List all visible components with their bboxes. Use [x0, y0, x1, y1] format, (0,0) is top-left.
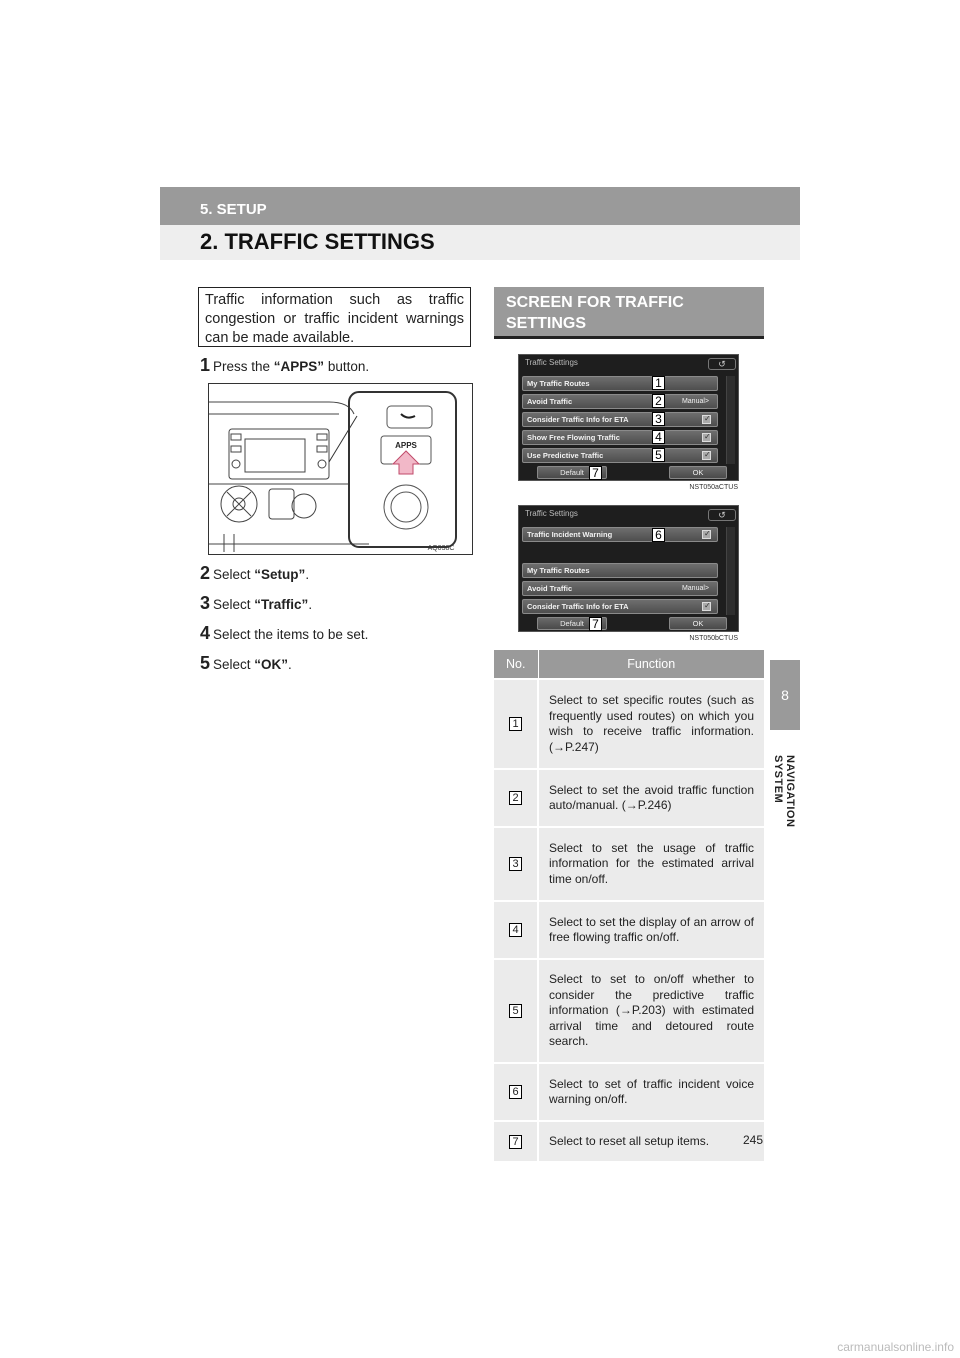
- scrollbar[interactable]: [726, 376, 735, 464]
- intro-box: Traffic information such as traffic congestion or traffic incident warnings can be made available.: [198, 287, 471, 347]
- screen-code: NST050bCTUS: [689, 635, 738, 642]
- checkbox-icon[interactable]: [702, 602, 711, 611]
- section-header-bar: [160, 187, 800, 225]
- row-my-traffic-routes[interactable]: My Traffic Routes: [522, 563, 718, 578]
- default-button[interactable]: Default: [537, 466, 607, 479]
- callout-5: 5: [509, 1004, 522, 1018]
- chapter-number: 8: [781, 687, 789, 703]
- callout-7: 7: [509, 1135, 522, 1149]
- checkbox-icon[interactable]: [702, 451, 711, 460]
- step-3: 3 Select “Traffic”.: [200, 593, 313, 613]
- function-text: Select to set of traffic incident voice warning on/off.: [538, 1063, 764, 1121]
- callout-5: 5: [652, 448, 665, 462]
- row-show-free-flowing[interactable]: Show Free Flowing Traffic ✓: [522, 430, 718, 445]
- callout-1: 1: [509, 717, 522, 731]
- screen-code: NST050aCTUS: [689, 484, 738, 491]
- callout-3: 3: [509, 857, 522, 871]
- press-arrow-icon: [393, 451, 419, 474]
- function-text: Select to set the usage of traffic information for the estimated arrival time on/off.: [538, 827, 764, 901]
- back-icon[interactable]: ↺: [708, 358, 736, 370]
- row-consider-traffic-eta[interactable]: Consider Traffic Info for ETA ✓: [522, 412, 718, 427]
- screen-title: Traffic Settings: [525, 509, 578, 518]
- scrollbar[interactable]: [726, 527, 735, 615]
- table-row: [494, 827, 764, 901]
- step-4: 4 Select the items to be set.: [200, 623, 369, 643]
- step-1: 1 Press the “APPS” button.: [200, 355, 370, 375]
- default-button[interactable]: Default: [537, 617, 607, 630]
- screen-title: Traffic Settings: [525, 358, 578, 367]
- section-label: 5. SETUP: [200, 201, 267, 218]
- callout-1: 1: [652, 376, 665, 390]
- table-row: [494, 1063, 764, 1121]
- table-row: [494, 959, 764, 1063]
- callout-2: 2: [509, 791, 522, 805]
- step-5: 5 Select “OK”.: [200, 653, 292, 673]
- traffic-settings-screen-2: [518, 505, 739, 642]
- figure-code: AQ038C: [427, 545, 455, 552]
- row-avoid-traffic[interactable]: Avoid Traffic Manual>: [522, 581, 718, 596]
- ok-button[interactable]: OK: [669, 466, 727, 479]
- row-traffic-incident-warning[interactable]: Traffic Incident Warning ✓: [522, 527, 718, 542]
- chapter-name: NAVIGATION SYSTEM: [772, 755, 796, 828]
- function-text: Select to set to on/off whether to consider the predictive traffic information (→P.203) with estimated arrival time and detoured route search.: [538, 959, 764, 1063]
- callout-3: 3: [652, 412, 665, 426]
- checkbox-icon[interactable]: [702, 433, 711, 442]
- table-row: [494, 901, 764, 959]
- apps-button-label: APPS: [395, 441, 417, 450]
- function-text: Select to set the display of an arrow of free flowing traffic on/off.: [538, 901, 764, 959]
- watermark: carmanualsonline.info: [837, 1340, 954, 1354]
- table-row: [494, 1121, 764, 1161]
- table-row: [494, 769, 764, 827]
- chapter-tab: [770, 660, 800, 730]
- checkbox-icon[interactable]: [702, 530, 711, 539]
- function-text: Select to set the avoid traffic function auto/manual. (→P.246): [538, 769, 764, 827]
- checkbox-icon[interactable]: [702, 415, 711, 424]
- row-consider-traffic-eta[interactable]: Consider Traffic Info for ETA ✓: [522, 599, 718, 614]
- row-use-predictive[interactable]: Use Predictive Traffic ✓: [522, 448, 718, 463]
- step-2: 2 Select “Setup”.: [200, 563, 310, 583]
- callout-6: 6: [509, 1085, 522, 1099]
- page-title: 2. TRAFFIC SETTINGS: [200, 229, 435, 254]
- back-icon[interactable]: ↺: [708, 509, 736, 521]
- ok-button[interactable]: OK: [669, 617, 727, 630]
- header-no: No.: [494, 650, 538, 679]
- callout-7: 7: [589, 617, 602, 631]
- dashboard-illustration: [208, 383, 473, 555]
- callout-2: 2: [652, 394, 665, 408]
- callout-6: 6: [652, 528, 665, 542]
- row-avoid-traffic[interactable]: Avoid Traffic Manual>: [522, 394, 718, 409]
- callout-4: 4: [652, 430, 665, 444]
- callout-4: 4: [509, 923, 522, 937]
- function-text: Select to reset all setup items.: [538, 1121, 764, 1161]
- screen-section-title: SCREEN FOR TRAFFIC SETTINGS: [494, 287, 764, 339]
- header-function: Function: [538, 650, 764, 679]
- table-row: [494, 679, 764, 769]
- dashboard-drawing: [209, 384, 472, 554]
- traffic-settings-screen-1: [518, 354, 739, 491]
- page-title-bar: [160, 225, 800, 260]
- callout-7: 7: [589, 466, 602, 480]
- table-header-row: [494, 650, 764, 679]
- function-text: Select to set specific routes (such as frequently used routes) on which you wish to receive traffic information. (→P.247): [538, 679, 764, 769]
- page-number: 245: [743, 1133, 764, 1147]
- row-my-traffic-routes[interactable]: My Traffic Routes: [522, 376, 718, 391]
- function-table: [494, 650, 764, 1161]
